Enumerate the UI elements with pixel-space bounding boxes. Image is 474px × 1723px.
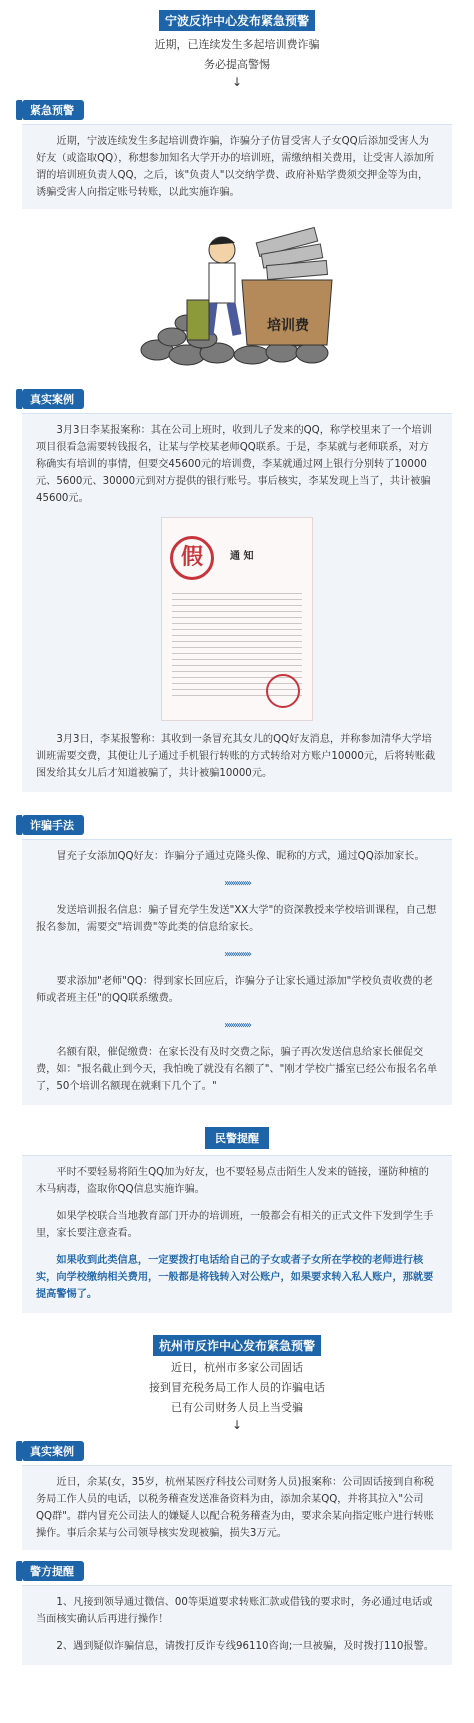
method-item: 名额有限，催促缴费：在家长没有及时交费之际，骗子再次发送信息给家长催促交费，如："报名截止到今天，我怕晚了就没有名额了"、"刚才学校广播室已经公布报名名单了，50个培训名额现在就剩下几个了。" [36, 1047, 438, 1092]
method-item: 要求添加"老师"QQ：得到家长回应后，诈骗分子让家长通过添加"学校负责收费的老师或者班主任"的QQ联系缴费。 [36, 976, 433, 1004]
urgent-warning-tag: 紧急预警 [22, 100, 84, 120]
method-item: 发送培训报名信息：骗子冒充学生发送"XX大学"的资深教授来学校培训课程，自己想报名参加，需要交"培训费"等此类的信息给家长。 [36, 905, 437, 933]
police-tips-panel [22, 1155, 452, 1313]
fraud-illustration-svg [117, 225, 357, 370]
real-case-panel [22, 413, 452, 792]
fake-notice-title: 通 知 [230, 551, 254, 562]
police-warning-panel [22, 1585, 452, 1665]
training-fee-label: 培训费 [267, 318, 309, 334]
case-text: 3月3日李某报案称：其在公司上班时，收到儿子发来的QQ，称学校里来了一个培训项目很看急需要转钱报名，让某与学校某老师QQ联系。于是，李某就与老师联系，对方称确实有培训的事情，但要交45600元的培训费，李某就通过网上银行分别转了10000元、5600元、30000元到对方提供的银行账号。事后核实，李某发现上当了，共计被骗45600元。 [36, 425, 432, 504]
method-item: 冒充子女添加QQ好友：诈骗分子通过克隆头像、昵称的方式，通过QQ添加家长。 [56, 851, 425, 862]
real-case-tag: 真实案例 [22, 389, 84, 409]
down-arrow-icon: ↓ [231, 75, 243, 89]
fraud-method-panel [22, 839, 452, 1105]
ningbo-intro-line: 近期，已连续发生多起培训费诈骗 [154, 38, 320, 51]
notice-seal [266, 674, 300, 708]
hangzhou-intro-line: 已有公司财务人员上当受骗 [171, 1401, 303, 1414]
fraud-illustration [117, 225, 357, 370]
case-text: 3月3日，李某报警称：其收到一条冒充其女儿的QQ好友消息，并称参加清华大学培训班需要交费，其便让儿子通过手机银行转账的方式转给对方账户10000元，后将转账截图发给其女儿后才知道被骗了，共计被骗10000元。 [36, 734, 436, 779]
down-arrow-icon: ↓ [231, 1418, 243, 1432]
hangzhou-intro-line: 近日，杭州市多家公司固话 [171, 1361, 303, 1374]
hz-case-text: 近日，余某(女，35岁，杭州某医疗科技公司财务人员)报案称：公司固话接到自称税务局工作人员的电话，以税务稽查发送准备资料为由，添加余某QQ，并将其拉入"公司QQ群"。群内冒充公司法人的嫌疑人以配合税务稽查为由，要求余某向指定账户进行转账操作。事后余某与公司领导核实发现被骗，损失3万元。 [36, 1477, 434, 1539]
ningbo-intro-line: 务必提高警惕 [204, 58, 270, 71]
chevron-divider-icon: ››››››››››››› [224, 878, 250, 889]
urgent-warning-text: 近期，宁波连续发生多起培训费诈骗，诈骗分子仿冒受害人子女QQ后添加受害人为好友（或盗取QQ），称想参加知名大学开办的培训班，需缴纳相关费用，让受害人添加所谓的培训班负责人QQ，之后，该"负责人"以交纳学费、政府补贴学费须交押金等为由，诱骗受害人向指定账号转账，以此实施诈骗。 [36, 136, 435, 198]
tip-item: 平时不要轻易将陌生QQ加为好友，也不要轻易点击陌生人发来的链接，谨防种植的木马病毒，盗取你QQ信息实施诈骗。 [36, 1167, 429, 1195]
hz-real-case-tag: 真实案例 [22, 1441, 84, 1461]
fake-notice-image [161, 517, 313, 721]
hangzhou-title: 杭州市反诈中心发布紧急预警 [153, 1335, 321, 1356]
police-tips-tag: 民警提醒 [205, 1127, 269, 1149]
warning-item: 1、凡接到领导通过微信、00等渠道要求转账汇款或借钱的要求时，务必通过电话或当面核实确认后再进行操作！ [36, 1597, 433, 1625]
chevron-divider-icon: ››››››››››››› [224, 949, 250, 960]
hangzhou-intro-line: 接到冒充税务局工作人员的诈骗电话 [149, 1381, 325, 1394]
police-warning-tag: 警方提醒 [22, 1561, 84, 1581]
hz-real-case-panel [22, 1465, 452, 1550]
ningbo-title: 宁波反诈中心发布紧急预警 [159, 10, 315, 31]
chevron-divider-icon: ››››››››››››› [224, 1020, 250, 1031]
tip-highlight: 如果收到此类信息，一定要拨打电话给自己的子女或者子女所在学校的老师进行核实，向学校缴纳相关费用，一般都是将钱转入对公账户，如果要求转入私人账户，那就要提高警惕了。 [36, 1255, 434, 1300]
fake-stamp: 假 [170, 536, 214, 580]
tip-item: 如果学校联合当地教育部门开办的培训班，一般都会有相关的正式文件下发到学生手里，家长要注意查看。 [36, 1211, 434, 1239]
fraud-method-tag: 诈骗手法 [22, 815, 84, 835]
urgent-warning-panel [22, 124, 452, 209]
hangzhou-intro [0, 1358, 474, 1418]
warning-item: 2、遇到疑似诈骗信息，请拨打反诈专线96110咨询;一旦被骗，及时拨打110报警。 [56, 1641, 434, 1652]
ningbo-intro [0, 35, 474, 75]
